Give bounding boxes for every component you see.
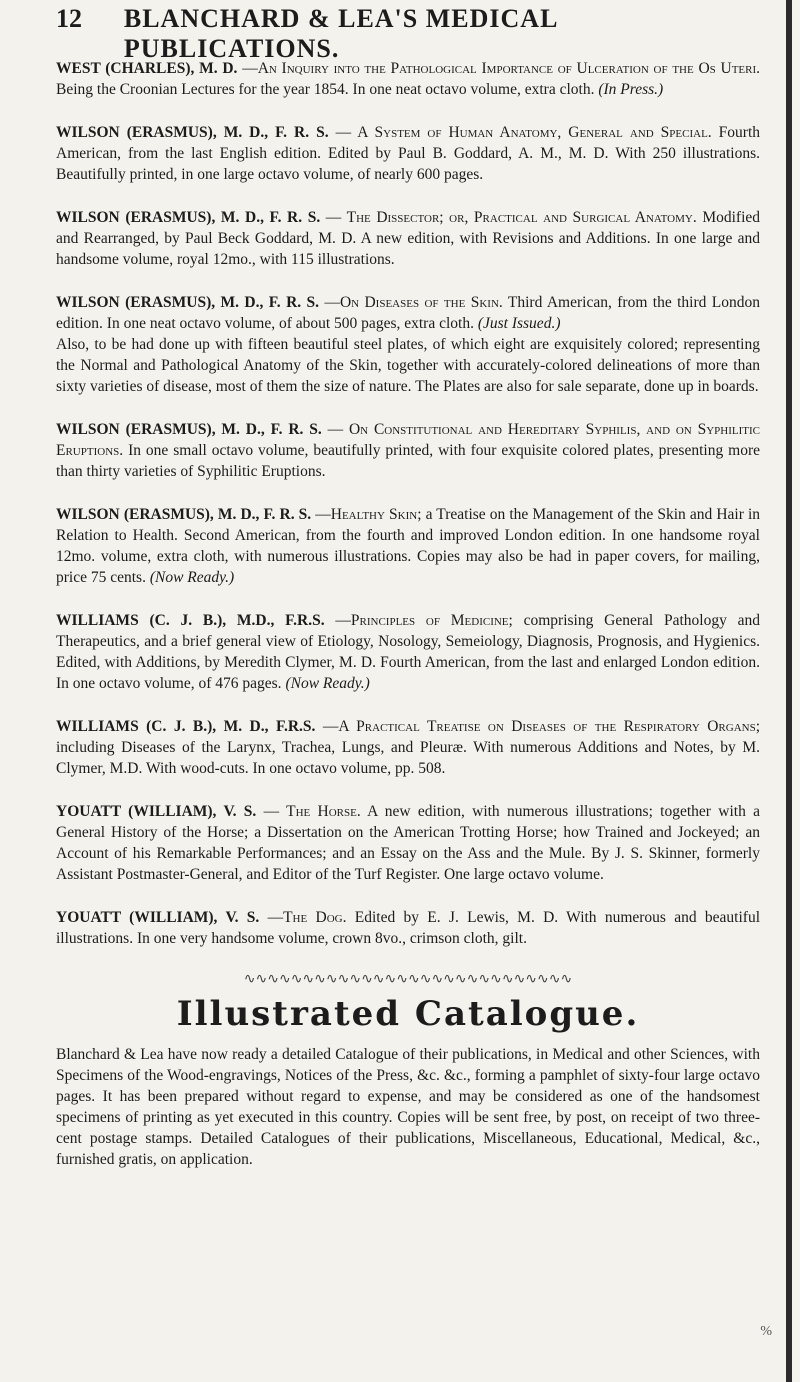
entry-title: — The Dissector; or, Practical and Surgical Anatomy. <box>325 209 697 226</box>
entry-author: WILSON (ERASMUS), M. D., F. R. S. <box>56 421 322 438</box>
entry-description: In one small octavo volume, beautifully printed, with four exquisite colored plates, presenting more than thirty varieties of Syphilitic Eruptions. <box>56 442 760 480</box>
entry-title: —An Inquiry into the Pathological Importance of Ulceration of the Os Uteri. <box>242 60 761 77</box>
entry-note: (Now Ready.) <box>149 569 235 586</box>
entry-note: (Just Issued.) <box>477 315 561 332</box>
entry-description: A new edition, with numerous illustrations; together with a General History of the Horse; a Dissertation on the American Trotting Horse; how Trained and Jockeyed; an Account of his Remarkable Performances; and an Essay on the Ass and the Mule. By J. S. Skinner, formerly Assistant Postmaster-General, and Editor of the Turf Register. One large octavo volume. <box>56 803 760 883</box>
entry-author: WILLIAMS (C. J. B.), M.D., F.R.S. <box>56 612 325 629</box>
entry-title: —A Practical Treatise on Diseases of the Respiratory Organs; <box>322 718 761 735</box>
entry-paragraph <box>56 504 760 588</box>
catalogue-entry <box>56 122 760 185</box>
page-edge-shadow <box>786 0 792 1382</box>
entry-description: Modified and Rearranged, by Paul Beck Goddard, M. D. A new edition, with Revisions and Additions. In one large and handsome volume, royal 12mo., with 115 illustrations. <box>56 209 760 268</box>
entry-additional-note: Also, to be had done up with fifteen beautiful steel plates, of which eight are exquisitely colored; representing the Normal and Pathological Anatomy of the Skin, together with accurately-colored delineations of more than sixty varieties of disease, most of them the size of nature. The Plates are also for sale separate, done up in boards. <box>56 336 760 395</box>
entry-author: WILSON (ERASMUS), M. D., F. R. S. <box>56 124 329 141</box>
entry-description: comprising General Pathology and Therapeutics, and a brief general view of Etiology, Nosology, Semeiology, Diagnosis, Prognosis, and Hygienics. Edited, with Additions, by Meredith Clymer, M. D. Fourth American, from the last and enlarged London edition. In one octavo volume, of 476 pages. <box>56 612 760 692</box>
entry-description: a Treatise on the Management of the Skin and Hair in Relation to Health. Second American, from the fourth and improved London edition. In one handsome royal 12mo. volume, extra cloth, with numerous illustrations. Copies may also be had in paper covers, for mailing, price 75 cents. <box>56 506 761 586</box>
entry-title: — The Horse. <box>263 803 361 820</box>
entry-title: —On Diseases of the Skin. <box>324 294 503 311</box>
entry-title: —Healthy Skin; <box>315 506 422 523</box>
entry-title: —Principles of Medicine; <box>335 612 513 629</box>
catalogue-entry <box>56 58 760 100</box>
entry-paragraph <box>56 122 760 185</box>
page-number: 12 <box>56 4 82 33</box>
entry-paragraph <box>56 610 760 694</box>
catalogue-entry <box>56 716 760 779</box>
entry-description: Edited by E. J. Lewis, M. D. With numerous and beautiful illustrations. In one very handsome volume, crown 8vo., crimson cloth, gilt. <box>56 909 761 947</box>
entry-paragraph <box>56 907 760 949</box>
entry-author: WILSON (ERASMUS), M. D., F. R. S. <box>56 294 320 311</box>
entry-title: — A System of Human Anatomy, General and Special. <box>335 124 712 141</box>
catalogue-entry <box>56 907 760 949</box>
entry-note: (Now Ready.) <box>285 675 370 692</box>
entry-list <box>56 58 760 949</box>
entry-paragraph <box>56 716 760 779</box>
catalogue-notice: Blanchard & Lea have now ready a detailed Catalogue of their publications, in Medical and other Sciences, with Specimens of the Wood-engravings, Notices of the Press, &c. &c., forming a pamphlet of sixty-four large octavo pages. It has been prepared without regard to expense, and may be considered as one of the handsomest specimens of printing as yet executed in this country. Copies will be sent free, by post, on receipt of two three-cent postage stamps. Detailed Catalogues of their publications, Miscellaneous, Educational, Medical, &c., furnished gratis, on application. <box>56 1046 760 1168</box>
entry-note: (In Press.) <box>598 81 664 98</box>
entry-author: WILSON (ERASMUS), M. D., F. R. S. <box>56 506 312 523</box>
entry-author: WILSON (ERASMUS), M. D., F. R. S. <box>56 209 321 226</box>
ornamental-divider: ∿∿∿∿∿∿∿∿∿∿∿∿∿∿∿∿∿∿∿∿∿∿∿∿∿∿∿∿ <box>243 972 573 987</box>
catalogue-entry <box>56 292 760 397</box>
entry-author: YOUATT (WILLIAM), V. S. <box>56 909 260 926</box>
catalogue-entry <box>56 610 760 694</box>
entry-paragraph <box>56 419 760 482</box>
entry-paragraph <box>56 207 760 270</box>
page-header <box>56 0 760 63</box>
entry-description: Being the Croonian Lectures for the year 1854. In one neat octavo volume, extra cloth. <box>56 81 595 98</box>
catalogue-entry <box>56 419 760 482</box>
entry-paragraph <box>56 292 760 334</box>
entry-author: WEST (CHARLES), M. D. <box>56 60 238 77</box>
running-head: BLANCHARD & LEA'S MEDICAL PUBLICATIONS. <box>123 4 557 63</box>
entry-description: Fourth American, from the last English edition. Edited by Paul B. Goddard, A. M., M. D. With 250 illustrations. Beautifully printed, in one large octavo volume, of nearly 600 pages. <box>56 124 760 183</box>
corner-mark: % <box>760 1324 772 1339</box>
catalogue-entry <box>56 801 760 885</box>
entry-title: — On Constitutional and Hereditary Syphilis, and on Syphilitic Eruptions. <box>56 421 760 459</box>
entry-title: —The Dog. <box>267 909 347 926</box>
entry-paragraph <box>56 801 760 885</box>
entry-description: Third American, from the third London edition. In one neat octavo volume, of about 500 pages, extra cloth. <box>56 294 760 332</box>
entry-paragraph <box>56 58 760 100</box>
catalogue-entry <box>56 504 760 588</box>
entry-author: YOUATT (WILLIAM), V. S. <box>56 803 257 820</box>
entry-author: WILLIAMS (C. J. B.), M. D., F.R.S. <box>56 718 316 735</box>
catalogue-entry <box>56 207 760 270</box>
entry-description: including Diseases of the Larynx, Trachea, Lungs, and Pleuræ. With numerous Additions and Notes, by M. Clymer, M.D. With wood-cuts. In one octavo volume, pp. 508. <box>56 739 760 777</box>
catalogue-heading: Illustrated Catalogue. <box>176 994 640 1034</box>
